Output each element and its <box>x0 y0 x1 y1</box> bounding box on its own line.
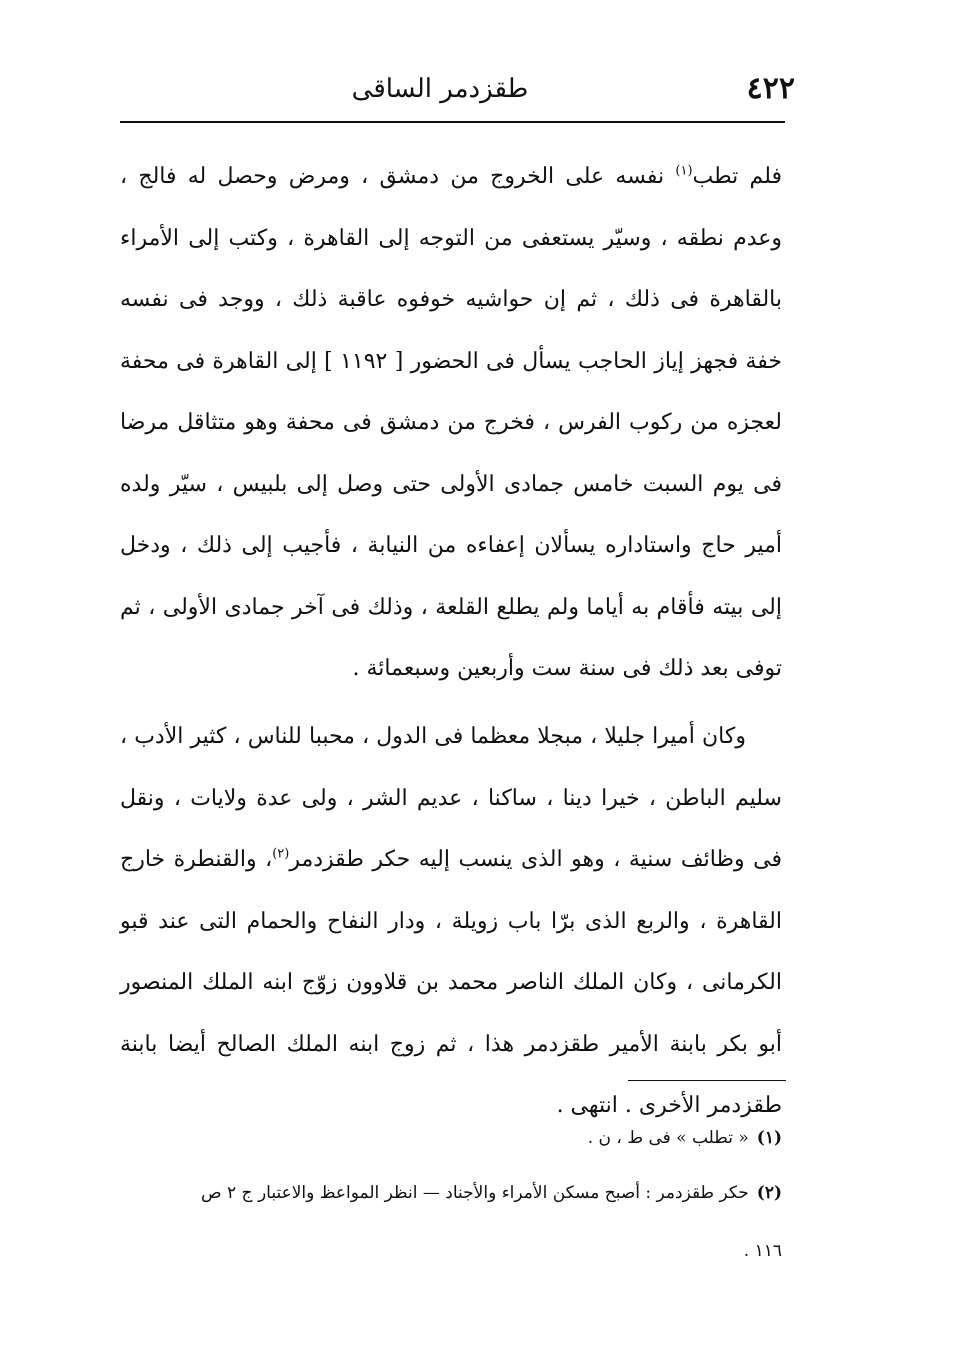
footnote-1-number: (١) <box>756 1128 782 1148</box>
footnote-1 <box>120 1125 782 1151</box>
running-title: طقزدمر الساقى <box>351 74 529 104</box>
paragraph-1-text: نفسه على الخروج من دمشق ، ومرض وحصل له فالج ، وعدم نطقه ، وسيّر يستعفى من التوجه إلى القاهرة ، وكتب إلى الأمراء بالقاهرة فى ذلك ، ثم إن حواشيه خوفوه عاقبة ذلك ، ووجد فى نفسه خفة فجهز إياز الحاجب يسأل فى الحضور [ ١١٩٢ ] إلى القاهرة فى محفة لعجزه من ركوب الفرس ، فخرج من دمشق فى محفة وهو متثاقل مرضا فى يوم السبت خامس جمادى الأولى حتى وصل إلى بلبيس ، سيّر ولده أمير حاج واستاداره يسألان إعفاءه من النيابة ، فأجيب إلى ذلك ، ودخل إلى بيته فأقام به أياما ولم يطلع القلعة ، وذلك فى آخر جمادى الأولى ، ثم توفى بعد ذلك فى سنة ست وأربعين وسبعمائة . <box>120 164 782 681</box>
footnote-1-text: « تطلب » فى ط ، ن . <box>587 1128 749 1148</box>
footnote-reference-1: (١) <box>675 163 693 179</box>
footnote-2-text: حكر طقزدمر : أصبح مسكن الأمراء والأجناد — انظر المواعظ والاعتبار ج ٢ ص <box>201 1183 749 1203</box>
body-paragraph-2 <box>120 706 782 1137</box>
body-paragraph-1 <box>120 146 782 700</box>
paragraph-2-text: ، والقنطرة خارج القاهرة ، والربع الذى برّا باب زويلة ، ودار النفاح والحمام التى عند قبو الكرمانى ، وكان الملك الناصر محمد بن قلاوون زوّج ابنه الملك المنصور أبو بكر بابنة الأمير طقزدمر هذا ، ثم زوج ابنه الملك الصالح أيضا بابنة طقزدمر الأخرى . انتهى . <box>120 847 782 1118</box>
footnote-reference-2: (٢) <box>272 846 290 862</box>
paragraph-1-start: فلم تطب <box>692 164 782 189</box>
header-rule <box>120 121 785 123</box>
footnote-2 <box>120 1180 782 1206</box>
footnote-2-continuation: ١١٦ . <box>743 1241 782 1261</box>
footnote-rule <box>628 1080 786 1081</box>
page-number: ٤٢٢ <box>746 71 795 106</box>
footnote-2-number: (٢) <box>756 1183 782 1203</box>
paragraph-2-start: وكان أميرا جليلا ، مبجلا معظما فى الدول ، محببا للناس ، كثير الأدب ، سليم الباطن ، خيرا دينا ، ساكنا ، عديم الشر ، ولى عدة ولايات ، ونقل فى وظائف سنية ، وهو الذى ينسب إليه حكر طقزدمر <box>120 724 782 872</box>
